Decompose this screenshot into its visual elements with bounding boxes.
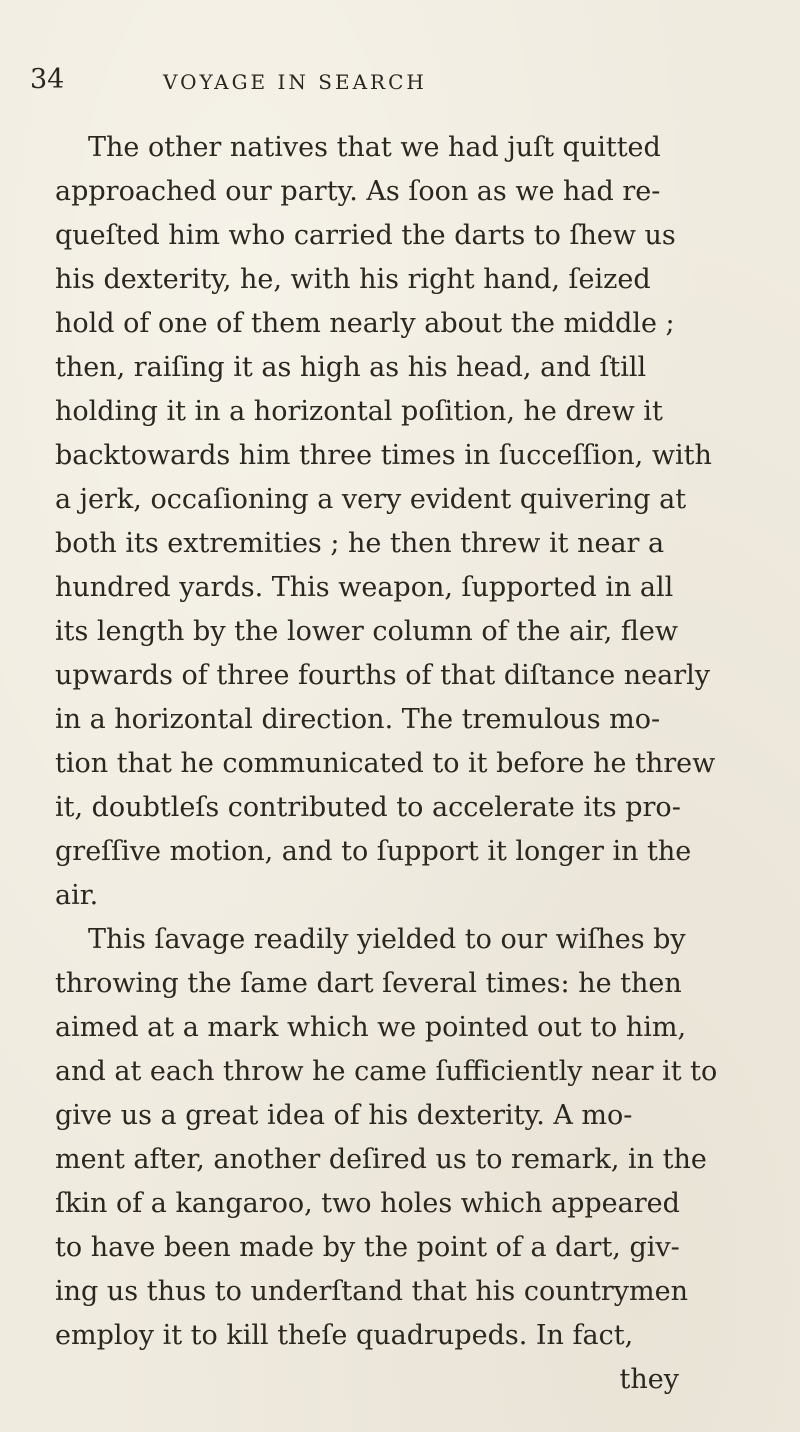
text-line: his dexterity, he, with his right hand, ſeized (55, 264, 651, 295)
text-line: then, raiſing it as high as his head, and ſtill (55, 352, 647, 383)
text-line: ment after, another deſired us to remark, in the (55, 1144, 707, 1175)
text-line: queſted him who carried the darts to ſhew us (55, 220, 676, 251)
text-line: both its extremities ; he then threw it near a (55, 528, 665, 559)
text-line: air. (55, 880, 99, 911)
text-line: hundred yards. This weapon, ſupported in all (55, 572, 674, 603)
text-line: tion that he communicated to it before he threw (55, 748, 716, 779)
text-line: throwing the ſame dart ſeveral times: he then (55, 968, 682, 999)
text-line: it, doubtleſs contributed to accelerate its pro- (55, 792, 681, 823)
text-line: its length by the lower column of the air, flew (55, 616, 678, 647)
text-line: backtowards him three times in ſucceſſion, with (55, 440, 712, 471)
text-line: ing us thus to underſtand that his countrymen (55, 1276, 688, 1307)
text-line: The other natives that we had juſt quitted (88, 132, 661, 163)
running-head (0, 60, 800, 100)
text-line: ſkin of a kangaroo, two holes which appeared (55, 1188, 680, 1219)
text-line: upwards of three fourths of that diſtance nearly (55, 660, 711, 691)
text-line: holding it in a horizontal poſition, he drew it (55, 396, 663, 427)
text-line: This ſavage readily yielded to our wiſhes by (88, 924, 686, 955)
text-line: give us a great idea of his dexterity. A mo- (55, 1100, 633, 1131)
text-line: hold of one of them nearly about the middle ; (55, 308, 675, 339)
text-line: and at each throw he came ſufficiently near it to (55, 1056, 718, 1087)
body-text (55, 126, 745, 1402)
page-number: 34 (30, 64, 65, 95)
running-title: VOYAGE IN SEARCH (163, 70, 427, 94)
text-line: a jerk, occaſioning a very evident quivering at (55, 484, 687, 515)
text-line: to have been made by the point of a dart, giv- (55, 1232, 680, 1263)
text-line: greſſive motion, and to ſupport it longer in the (55, 836, 692, 867)
text-line: employ it to kill theſe quadrupeds. In fact, (55, 1320, 634, 1351)
catchword: they (619, 1364, 679, 1395)
text-line: in a horizontal direction. The tremulous mo- (55, 704, 661, 735)
text-line: aimed at a mark which we pointed out to him, (55, 1012, 687, 1043)
text-line: approached our party. As ſoon as we had re- (55, 176, 661, 207)
